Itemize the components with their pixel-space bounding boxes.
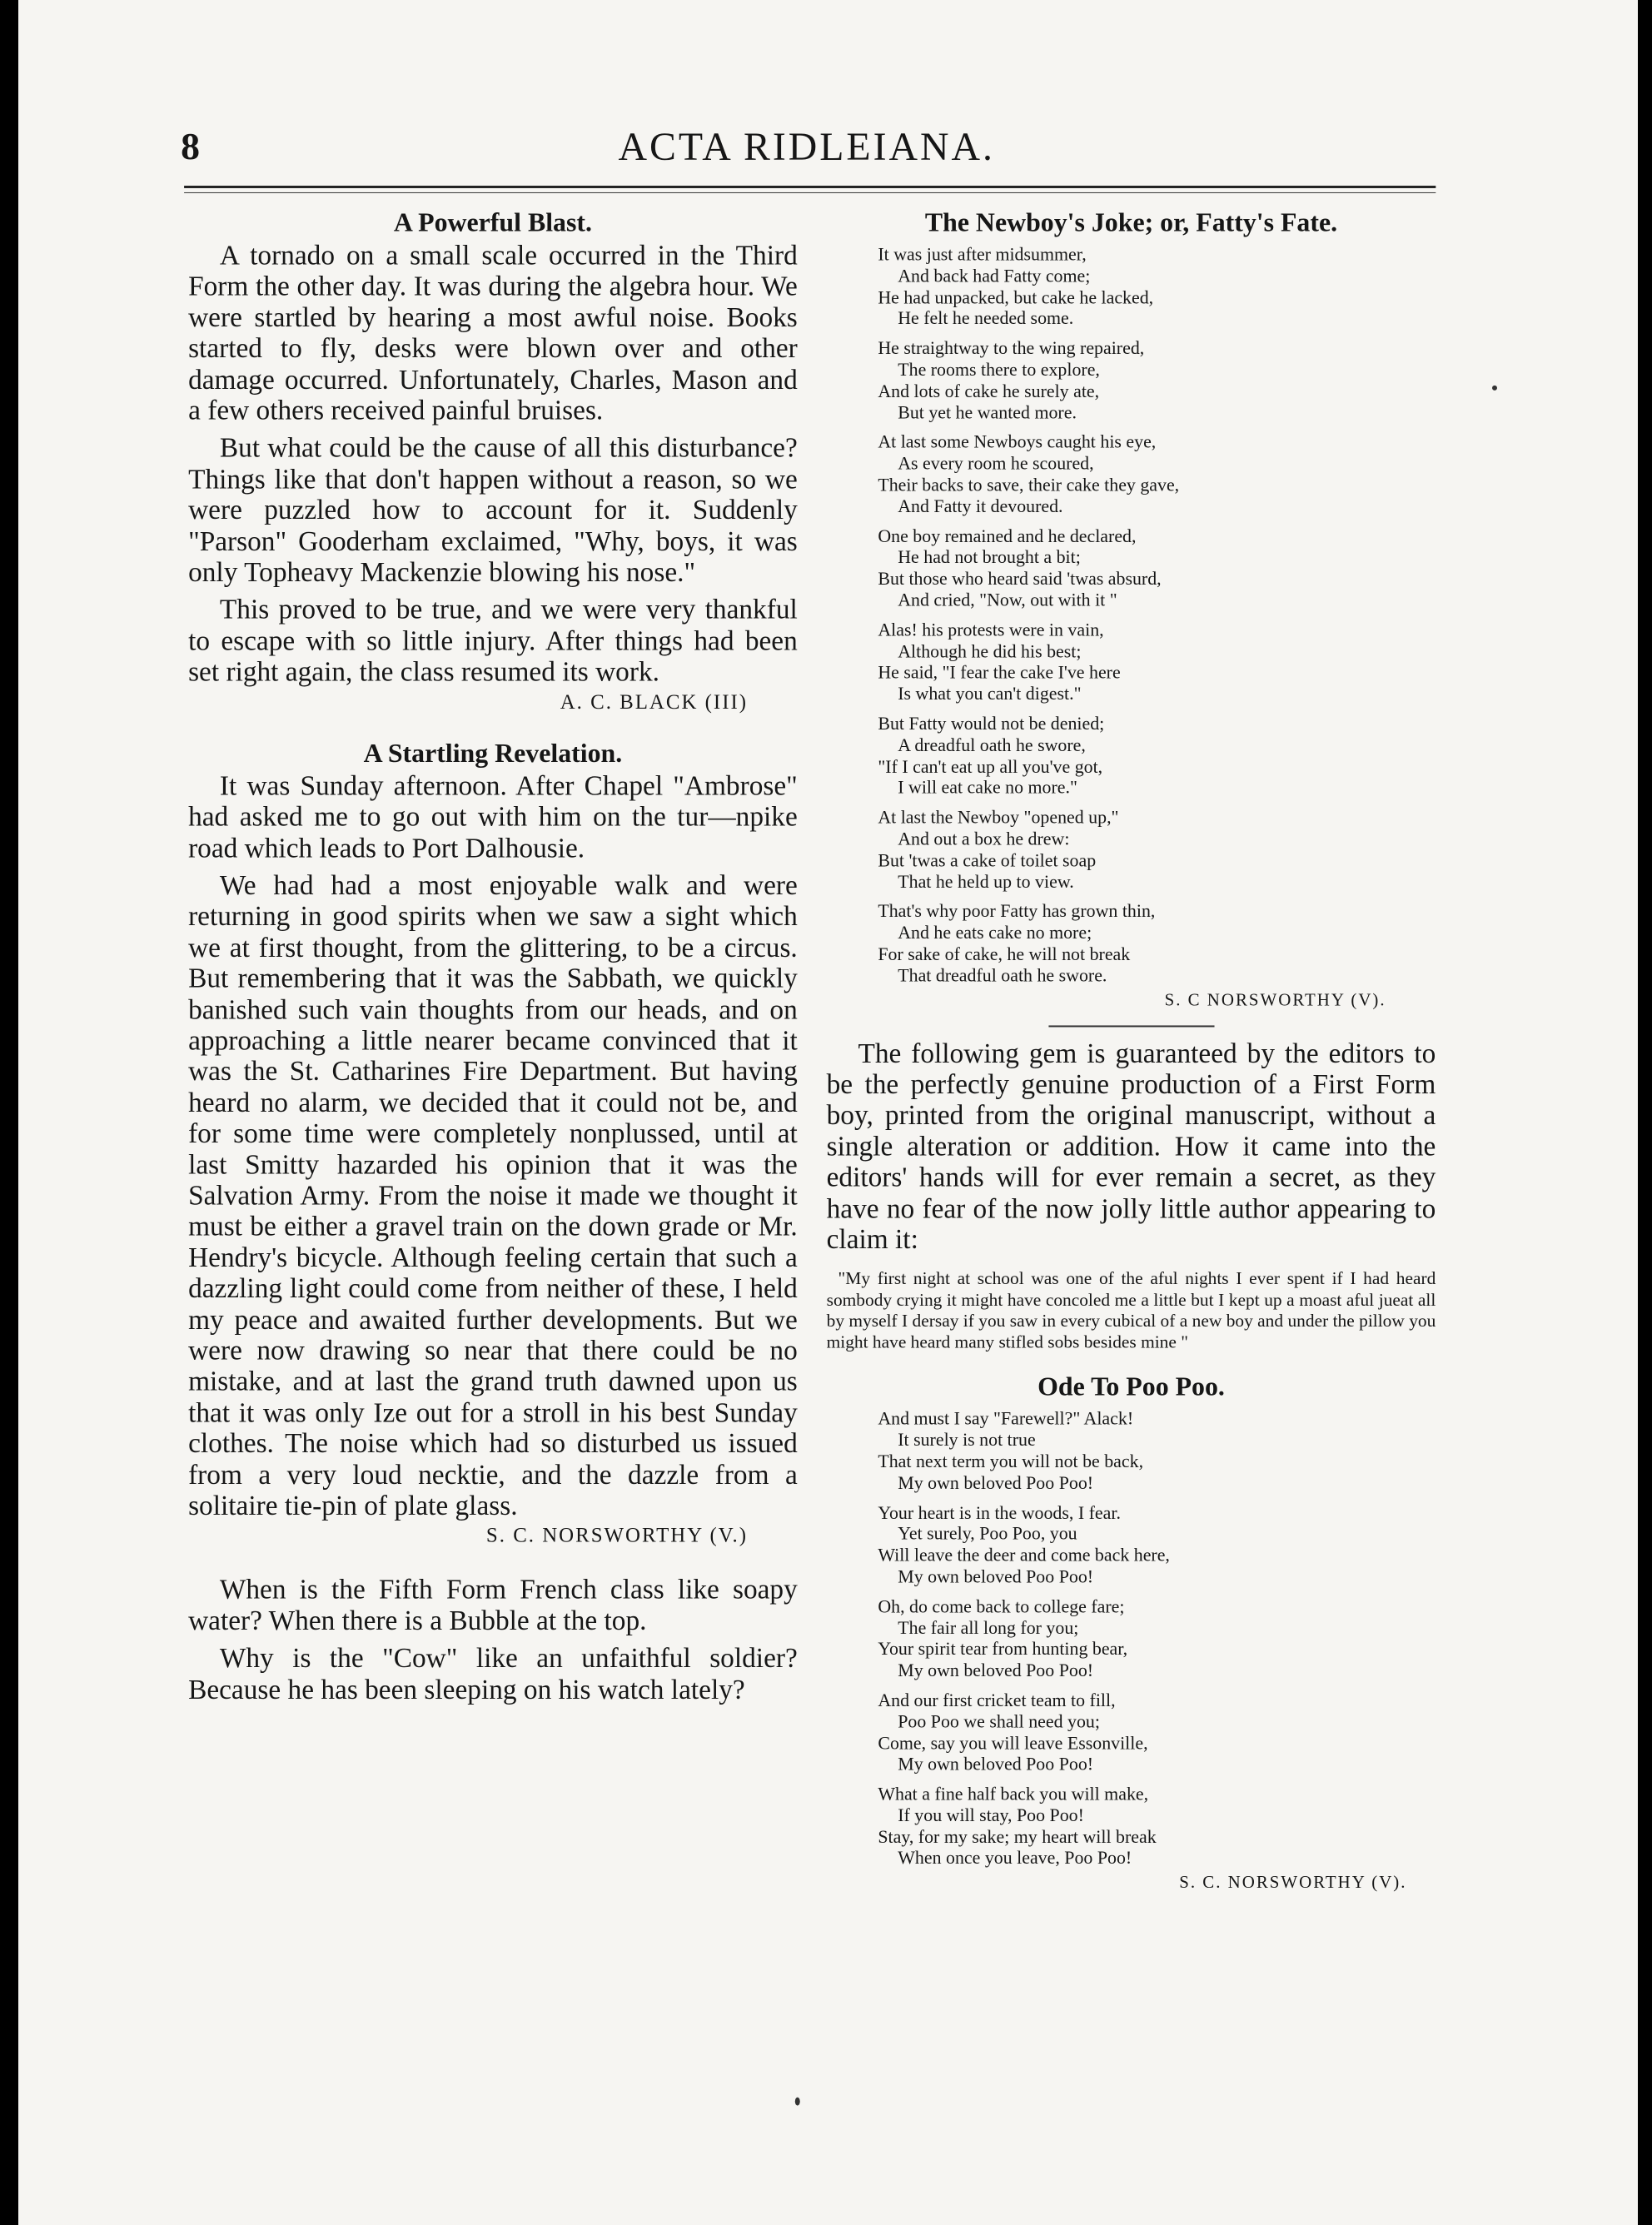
poem-line: He had unpacked, but cake he lacked, <box>878 286 1154 307</box>
stanza <box>878 1783 1436 1869</box>
poem-line: At last the Newboy "opened up," <box>878 806 1119 828</box>
poem-line: And our first cricket team to fill, <box>878 1689 1116 1710</box>
stanza <box>878 337 1436 423</box>
poem-line: If you will stay, Poo Poo! <box>898 1804 1084 1826</box>
poem-line: Their backs to save, their cake they gave, <box>878 474 1180 495</box>
poem-line: He said, "I fear the cake I've here <box>878 661 1121 683</box>
poem-line: A dreadful oath he swore, <box>898 734 1086 755</box>
poem-line: It was just after midsummer, <box>878 243 1087 265</box>
poem-line: "If I can't eat up all you've got, <box>878 755 1103 777</box>
poem-title: Ode To Poo Poo. <box>1037 1371 1225 1401</box>
gem-introduction: The following gem is guaranteed by the editors to be the perfectly genuine production of a First Form boy, printed from the original manuscript, without a single alteration or addition. How it came into the editors' hands will for ever remain a secret, as they have no fear of the now jolly little author appearing to claim it: <box>826 1038 1436 1256</box>
article-title: A Powerful Blast. <box>393 207 592 237</box>
riddle: Why is the "Cow" like an unfaithful soldier? Because he has been sleeping on his watch lately? <box>188 1643 798 1705</box>
poem-line: Yet surely, Poo Poo, you <box>898 1523 1077 1544</box>
author-signature: S. C NORSWORTHY (V). <box>1164 989 1386 1010</box>
print-speck <box>1492 386 1497 391</box>
poem-line: Is what you can't digest." <box>898 683 1082 704</box>
stanza <box>878 1501 1436 1587</box>
paragraph: This proved to be true, and we were very thankful to escape with so little injury. After things had been set right again, the class resumed its work. <box>188 595 798 688</box>
poem-line: And out a box he drew: <box>898 828 1070 849</box>
poem-line: One boy remained and he declared, <box>878 525 1137 546</box>
article-startling-revelation <box>188 734 798 1548</box>
article-title: A Startling Revelation. <box>363 737 623 768</box>
poem-line: That next term you will not be back, <box>878 1451 1144 1471</box>
paragraph: We had had a most enjoyable walk and were returning in good spirits when we saw a sight which we at first thought, from the glittering, to be a circus. But remembering that it was the Sabbath, we quickly banished such vain thoughts from our heads, and on approaching a little nearer became convinced that it was the St. Catharines Fire Department. But having heard no alarm, we decided that it could not be, and for some time were completely nonplussed, until at last Smitty hazarded his opinion that it was the Salvation Army. From the noise it made we thought it must be either a gravel train on the down grade or Mr. Hendry's bicycle. Although feeling certain that such a dazzling light could come from neither of these, I held my peace and awaited further developments. But we were now drawing so near that there could be no mistake, and at last the grand truth dawned upon us that it was only Ize out for a stroll in his best Sunday clothes. The noise which had so disturbed us issued from a very loud necktie, and the dazzle from a solitaire tie-pin of plate glass. <box>188 870 798 1521</box>
stanza <box>878 431 1436 517</box>
poem-line: And cried, "Now, out with it " <box>898 589 1117 610</box>
poem-line: That dreadful oath he swore. <box>898 964 1107 986</box>
poem-line: Stay, for my sake; my heart will break <box>878 1825 1157 1847</box>
section-separator <box>1048 1025 1214 1027</box>
poem-line: Will leave the deer and come back here, <box>878 1544 1170 1565</box>
poem-line: And Fatty it devoured. <box>898 495 1063 516</box>
poem-line: But 'twas a cake of toilet soap <box>878 849 1097 871</box>
poem-line: Oh, do come back to college fare; <box>878 1595 1125 1616</box>
journal-title: ACTA RIDLEIANA. <box>618 125 995 170</box>
poem-line: My own beloved Poo Poo! <box>898 1753 1094 1775</box>
gem-letter: "My first night at school was one of the aful nights I ever spent if I had heard sombody crying it might have concoled me a little but I kept up a moast aful jueat all by myself I dersay if you saw in every cubical of a new boy and under the pillow you might have heard many stifled sobs besides mine " <box>826 1268 1436 1352</box>
poem-line: Come, say you will leave Essonville, <box>878 1732 1148 1754</box>
poem-line: For sake of cake, he will not break <box>878 943 1131 964</box>
poem-line: Your spirit tear from hunting bear, <box>878 1638 1128 1660</box>
riddles <box>188 1575 798 1705</box>
poem-line: My own beloved Poo Poo! <box>898 1565 1094 1587</box>
stanza <box>878 807 1436 893</box>
poem-line: My own beloved Poo Poo! <box>898 1471 1094 1493</box>
poem-line: And must I say "Farewell?" Alack! <box>878 1407 1134 1429</box>
page-number: 8 <box>181 125 201 168</box>
stanza <box>878 525 1436 611</box>
right-column <box>827 204 1436 1893</box>
poem-line: And lots of cake he surely ate, <box>878 380 1100 401</box>
paragraph: A tornado on a small scale occurred in the Third Form the other day. It was during the algebra hour. We were startled by hearing a most awful noise. Books started to fly, desks were blown over and other damage occurred. Unfortunately, Charles, Mason and a few others received painful bruises. <box>188 240 798 426</box>
poem-line: And back had Fatty come; <box>898 265 1091 286</box>
scanned-page <box>18 0 1638 2225</box>
poem-line: It surely is not true <box>898 1429 1036 1451</box>
header-rule-thin <box>184 192 1436 193</box>
poem-newboys-joke <box>827 204 1436 1010</box>
header-rule <box>184 186 1436 188</box>
author-signature: S. C. NORSWORTHY (V). <box>1179 1872 1407 1893</box>
poem-line: But Fatty would not be denied; <box>878 713 1105 734</box>
poem-line: Your heart is in the woods, I fear. <box>878 1501 1121 1523</box>
poem-line: That's why poor Fatty has grown thin, <box>878 900 1156 922</box>
page-content <box>18 0 1630 2215</box>
left-column <box>188 204 798 1705</box>
page-header <box>181 124 1432 182</box>
poem-line: He had not brought a bit; <box>898 546 1081 568</box>
print-speck <box>795 2098 800 2106</box>
poem-line: That he held up to view. <box>898 870 1074 892</box>
poem-ode-to-poo-poo <box>827 1368 1436 1893</box>
poem-body <box>878 1408 1436 1869</box>
poem-line: But yet he wanted more. <box>898 401 1077 423</box>
riddle: When is the Fifth Form French class like soapy water? When there is a Bubble at the top. <box>188 1574 798 1636</box>
poem-line: He straightway to the wing repaired, <box>878 337 1145 359</box>
poem-line: The fair all long for you; <box>898 1616 1079 1638</box>
first-form-gem <box>827 1038 1436 1353</box>
poem-line: Although he did his best; <box>898 640 1082 661</box>
poem-line: Poo Poo we shall need you; <box>898 1710 1100 1732</box>
poem-line: The rooms there to explore, <box>898 359 1100 380</box>
author-signature: A. C. BLACK (III) <box>560 690 749 714</box>
poem-line: I will eat cake no more." <box>898 777 1077 799</box>
poem-body <box>878 244 1436 986</box>
poem-line: What a fine half back you will make, <box>878 1783 1149 1804</box>
stanza <box>878 1408 1436 1494</box>
author-signature: S. C. NORSWORTHY (V.) <box>485 1525 749 1548</box>
poem-line: He felt he needed some. <box>898 307 1074 329</box>
poem-line: And he eats cake no more; <box>898 922 1092 943</box>
poem-line: At last some Newboys caught his eye, <box>878 431 1157 452</box>
stanza <box>878 713 1436 799</box>
poem-title: The Newboy's Joke; or, Fatty's Fate. <box>924 207 1338 237</box>
poem-line: When once you leave, Poo Poo! <box>898 1847 1132 1869</box>
stanza <box>878 1595 1436 1681</box>
poem-line: My own beloved Poo Poo! <box>898 1660 1094 1681</box>
poem-line: As every room he scoured, <box>898 452 1094 474</box>
stanza <box>878 1690 1436 1775</box>
stanza <box>878 900 1436 986</box>
paragraph: It was Sunday afternoon. After Chapel "Ambrose" had asked me to go out with him on the tur—npike road which leads to Port Dalhousie. <box>188 770 798 864</box>
paragraph: But what could be the cause of all this disturbance? Things like that don't happen without a reason, so we were puzzled how to account for it. Suddenly "Parson" Gooderham exclaimed, "Why, boys, it was only Topheavy Mackenzie blowing his nose." <box>188 433 798 588</box>
stanza <box>878 619 1436 704</box>
poem-line: But those who heard said 'twas absurd, <box>878 568 1162 589</box>
article-powerful-blast <box>188 204 798 714</box>
poem-line: Alas! his protests were in vain, <box>878 619 1104 640</box>
stanza <box>878 244 1436 330</box>
